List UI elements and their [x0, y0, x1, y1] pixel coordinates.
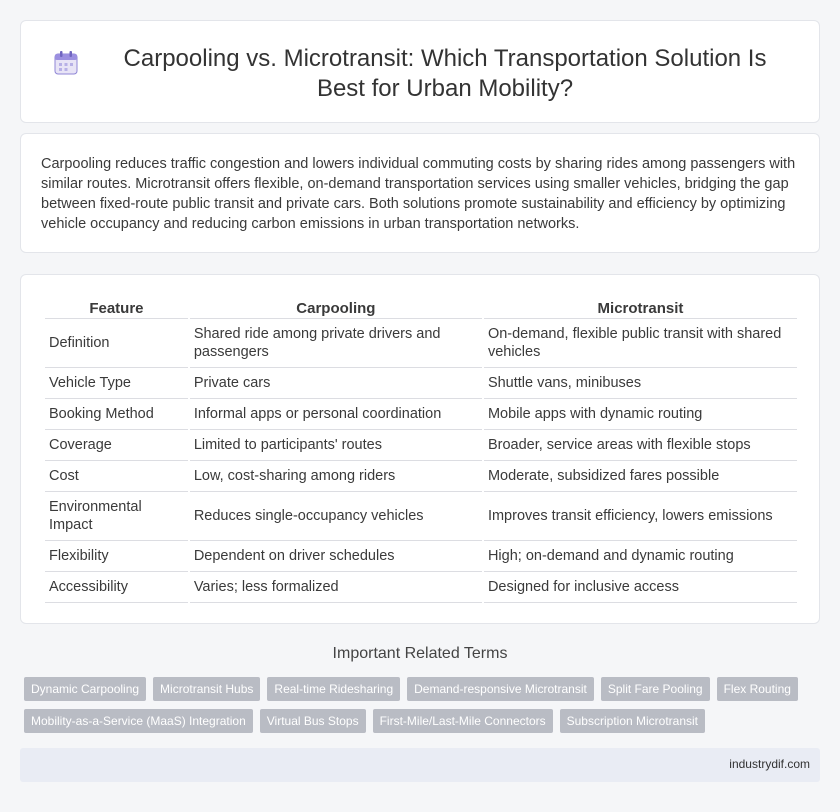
- table-row: [45, 430, 797, 461]
- related-tag[interactable]: Demand-responsive Microtransit: [407, 677, 594, 701]
- table-cell: Dependent on driver schedules: [190, 541, 482, 572]
- related-tag[interactable]: Dynamic Carpooling: [24, 677, 146, 701]
- page-title: Carpooling vs. Microtransit: Which Transportation Solution Is Best for Urban Mobility?: [123, 45, 767, 102]
- table-cell: Accessibility: [45, 572, 188, 603]
- footer: [20, 748, 820, 782]
- table-cell: On-demand, flexible public transit with shared vehicles: [484, 319, 797, 368]
- related-tag[interactable]: Real-time Ridesharing: [267, 677, 400, 701]
- table-cell: Private cars: [190, 368, 482, 399]
- table-header: Carpooling: [190, 295, 482, 319]
- comparison-table: [43, 295, 799, 603]
- table-cell: Cost: [45, 461, 188, 492]
- related-tag[interactable]: Flex Routing: [717, 677, 798, 701]
- table-row: [45, 368, 797, 399]
- table-cell: Definition: [45, 319, 188, 368]
- table-cell: Booking Method: [45, 399, 188, 430]
- tag-row: [24, 677, 824, 701]
- related-tag[interactable]: Subscription Microtransit: [560, 709, 705, 733]
- table-row: [45, 572, 797, 603]
- calendar-icon: [51, 48, 81, 78]
- related-terms-title: Important Related Terms: [332, 645, 508, 662]
- header-card: [20, 20, 820, 123]
- table-cell: Varies; less formalized: [190, 572, 482, 603]
- tag-row: [24, 709, 824, 733]
- table-cell: Flexibility: [45, 541, 188, 572]
- related-tag[interactable]: Microtransit Hubs: [153, 677, 260, 701]
- table-cell: Broader, service areas with flexible stops: [484, 430, 797, 461]
- footer-site-link[interactable]: industrydif.com: [729, 757, 810, 771]
- related-tag[interactable]: Mobility-as-a-Service (MaaS) Integration: [24, 709, 253, 733]
- related-tag[interactable]: Virtual Bus Stops: [260, 709, 366, 733]
- title-wrap: [21, 21, 819, 104]
- table-cell: Low, cost-sharing among riders: [190, 461, 482, 492]
- table-cell: Reduces single-occupancy vehicles: [190, 492, 482, 541]
- table-cell: Environmental Impact: [45, 492, 188, 541]
- table-cell: Mobile apps with dynamic routing: [484, 399, 797, 430]
- table-cell: Designed for inclusive access: [484, 572, 797, 603]
- related-tag[interactable]: First-Mile/Last-Mile Connectors: [373, 709, 553, 733]
- related-tag[interactable]: Split Fare Pooling: [601, 677, 710, 701]
- table-header: Microtransit: [484, 295, 797, 319]
- table-cell: High; on-demand and dynamic routing: [484, 541, 797, 572]
- table-row: [45, 399, 797, 430]
- comparison-card: [20, 274, 820, 624]
- table-cell: Coverage: [45, 430, 188, 461]
- table-cell: Limited to participants' routes: [190, 430, 482, 461]
- table-row: [45, 541, 797, 572]
- table-cell: Shared ride among private drivers and passengers: [190, 319, 482, 368]
- intro-paragraph: Carpooling reduces traffic congestion and lowers individual commuting costs by sharing rides among passengers with similar routes. Microtransit offers flexible, on-demand transportation services using smaller vehicles, bridging the gap between fixed-route public transit and private cars. Both solutions promote sustainability and efficiency by optimizing vehicle occupancy and reducing carbon emissions in urban transportation networks.: [41, 156, 796, 232]
- table-cell: Moderate, subsidized fares possible: [484, 461, 797, 492]
- table-row: [45, 461, 797, 492]
- table-header: Feature: [45, 295, 188, 319]
- table-cell: Vehicle Type: [45, 368, 188, 399]
- table-row: [45, 319, 797, 368]
- table-cell: Improves transit efficiency, lowers emissions: [484, 492, 797, 541]
- table-row: [45, 492, 797, 541]
- intro-card: [20, 133, 820, 253]
- table-cell: Shuttle vans, minibuses: [484, 368, 797, 399]
- table-cell: Informal apps or personal coordination: [190, 399, 482, 430]
- related-tags: [24, 677, 824, 741]
